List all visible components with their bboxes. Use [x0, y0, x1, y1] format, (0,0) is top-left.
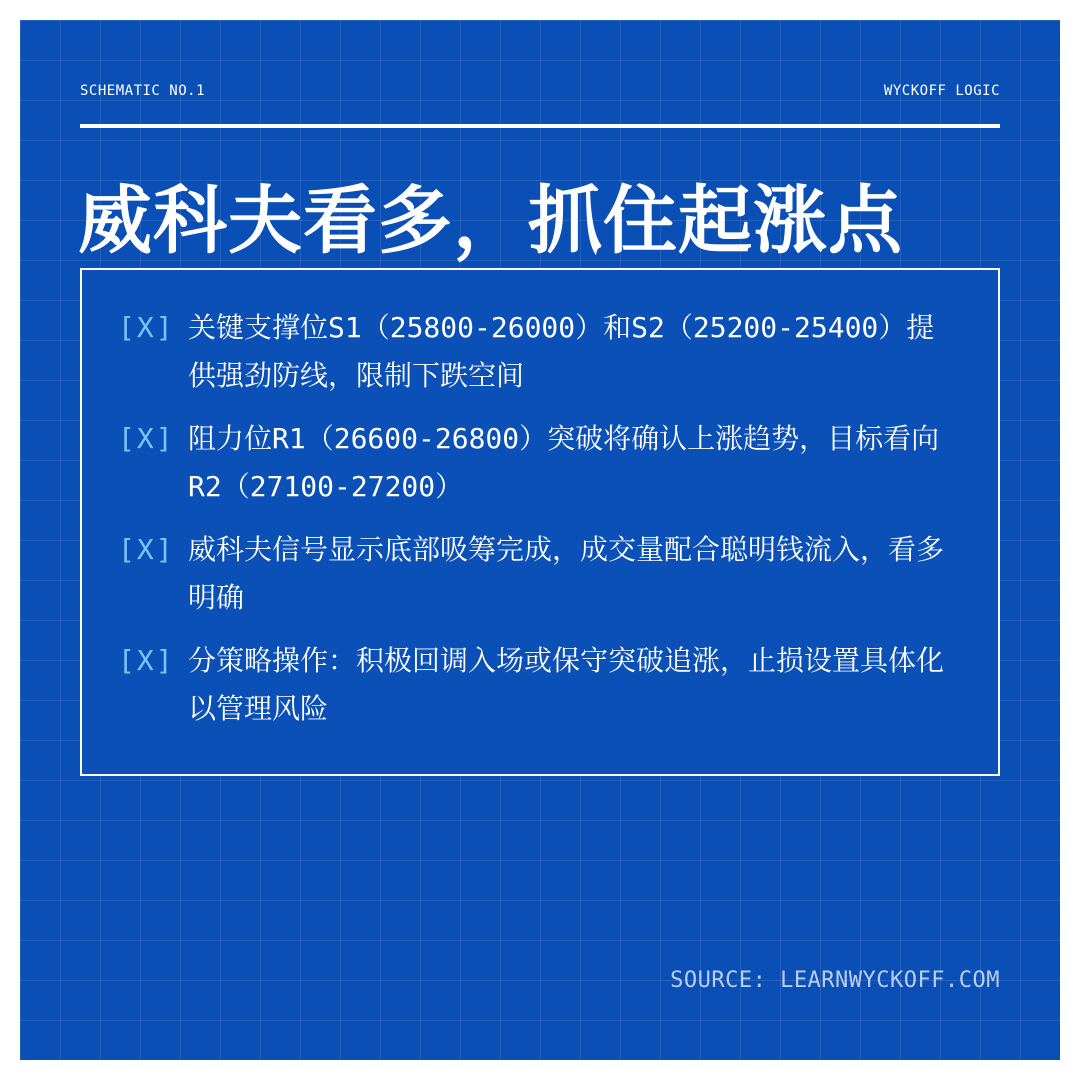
source-credit: SOURCE: LEARNWYCKOFF.COM — [670, 968, 1000, 993]
checklist-item-text: 威科夫信号显示底部吸筹完成，成交量配合聪明钱流入，看多明确 — [188, 533, 945, 614]
schematic-label: SCHEMATIC NO.1 — [80, 83, 206, 99]
check-mark-icon: [X] — [118, 644, 175, 677]
checklist-item — [118, 304, 948, 400]
brand-label: WYCKOFF LOGIC — [883, 83, 1000, 99]
page-title: 威科夫看多，抓住起涨点 — [78, 178, 903, 264]
checklist-item-text: 阻力位R1（26600-26800）突破将确认上涨趋势，目标看向R2（27100-27200） — [188, 422, 940, 503]
checklist-item — [118, 415, 948, 511]
check-mark-icon: [X] — [118, 422, 175, 455]
checklist-item — [118, 637, 948, 733]
check-mark-icon: [X] — [118, 311, 175, 344]
checklist-item-text: 分策略操作：积极回调入场或保守突破追涨，止损设置具体化以管理风险 — [188, 644, 945, 725]
check-mark-icon: [X] — [118, 533, 175, 566]
checklist-item — [118, 526, 948, 622]
checklist-box — [80, 268, 1000, 776]
header-divider — [80, 124, 1000, 128]
checklist-item-text: 关键支撑位S1（25800-26000）和S2（25200-25400）提供强劲防线，限制下跌空间 — [188, 311, 935, 392]
poster — [20, 20, 1060, 1060]
